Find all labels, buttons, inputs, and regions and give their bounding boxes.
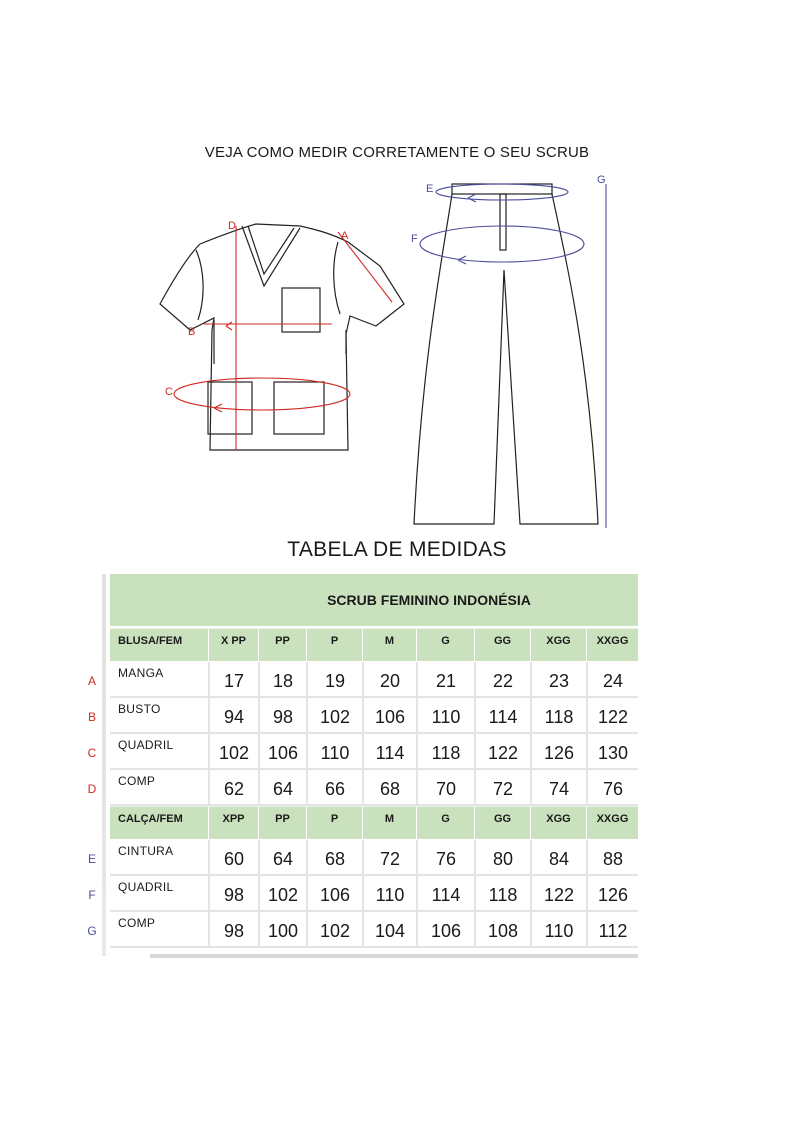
calca-header-row	[110, 806, 638, 839]
table-cell: 70	[416, 770, 474, 804]
table-cell: 74	[530, 770, 586, 804]
table-cell: 106	[362, 698, 416, 732]
table-cell: 62	[208, 770, 258, 804]
blusa-header-row	[110, 628, 638, 661]
table-cell: 112	[586, 912, 638, 946]
table-cell: 72	[474, 770, 530, 804]
table-row	[110, 912, 638, 948]
scrub-pants-illustration	[414, 184, 598, 524]
calca-header-size: GG	[474, 807, 530, 839]
table-cell: 118	[474, 876, 530, 910]
table-cell: 108	[474, 912, 530, 946]
table-row	[110, 698, 638, 734]
row-letter-d: D	[87, 782, 97, 796]
shirt-label-b: B	[188, 326, 196, 338]
table-cell: 130	[586, 734, 638, 768]
pants-label-e: E	[426, 183, 434, 195]
shirt-label-c: C	[165, 386, 173, 398]
table-cell: 22	[474, 662, 530, 696]
table-cell: 98	[208, 876, 258, 910]
table-row	[110, 662, 638, 698]
shirt-label-d: D	[228, 220, 236, 232]
table-cell: 106	[306, 876, 362, 910]
size-table	[102, 574, 640, 958]
table-cell: 80	[474, 840, 530, 874]
table-cell: 60	[208, 840, 258, 874]
pants-label-f: F	[411, 233, 418, 245]
table-row	[110, 770, 638, 806]
table-cell: 19	[306, 662, 362, 696]
blusa-header-size: GG	[474, 629, 530, 661]
row-letter-f: F	[88, 888, 96, 902]
row-label: MANGA	[118, 666, 164, 680]
row-label: QUADRIL	[118, 880, 174, 894]
table-cell: 18	[258, 662, 306, 696]
row-letter-a: A	[87, 674, 96, 688]
table-cell: 102	[306, 698, 362, 732]
table-cell: 88	[586, 840, 638, 874]
row-letter-e: E	[87, 852, 96, 866]
blusa-header-size: G	[416, 629, 474, 661]
row-letter-b: B	[87, 710, 96, 724]
table-left-edge	[102, 574, 106, 956]
measurement-diagram	[0, 0, 794, 540]
table-cell: 110	[306, 734, 362, 768]
table-cell: 21	[416, 662, 474, 696]
table-cell: 122	[586, 698, 638, 732]
table-cell: 68	[306, 840, 362, 874]
table-cell: 114	[362, 734, 416, 768]
table-cell: 114	[416, 876, 474, 910]
table-cell: 24	[586, 662, 638, 696]
calca-header-size: P	[306, 807, 362, 839]
calca-header-label: CALÇA/FEM	[118, 813, 183, 825]
table-cell: 64	[258, 770, 306, 804]
blusa-header-label: BLUSA/FEM	[118, 635, 183, 647]
calca-header-size: XXGG	[586, 807, 638, 839]
table-cell: 66	[306, 770, 362, 804]
table-cell: 68	[362, 770, 416, 804]
table-cell: 100	[258, 912, 306, 946]
table-cell: 106	[416, 912, 474, 946]
calca-header-size: G	[416, 807, 474, 839]
pants-label-g: G	[597, 174, 606, 186]
table-cell: 106	[258, 734, 306, 768]
blusa-header-size: XXGG	[586, 629, 638, 661]
table-cell: 110	[362, 876, 416, 910]
table-cell: 102	[208, 734, 258, 768]
table-cell: 122	[474, 734, 530, 768]
shirt-measure-marks	[174, 226, 392, 450]
table-cell: 102	[306, 912, 362, 946]
row-letter-c: C	[87, 746, 97, 760]
table-cell: 98	[258, 698, 306, 732]
banner-text: SCRUB FEMININO INDONÉSIA	[327, 592, 531, 608]
table-cell: 110	[530, 912, 586, 946]
table-cell: 94	[208, 698, 258, 732]
table-cell: 23	[530, 662, 586, 696]
blusa-header-size: XGG	[530, 629, 586, 661]
table-banner	[110, 574, 638, 626]
row-label: COMP	[118, 774, 156, 788]
table-cell: 76	[586, 770, 638, 804]
blusa-header-size: PP	[258, 629, 306, 661]
calca-header-size: PP	[258, 807, 306, 839]
row-letter-g: G	[87, 924, 97, 938]
table-cell: 118	[530, 698, 586, 732]
blusa-header-size: M	[362, 629, 416, 661]
table-cell: 98	[208, 912, 258, 946]
row-label: BUSTO	[118, 702, 161, 716]
table-cell: 114	[474, 698, 530, 732]
table-cell: 17	[208, 662, 258, 696]
table-bottom-edge	[150, 954, 638, 958]
table-title: TABELA DE MEDIDAS	[287, 538, 507, 561]
scrub-shirt-illustration	[160, 224, 404, 450]
pants-measure-marks	[420, 184, 606, 528]
table-cell: 118	[416, 734, 474, 768]
table-row	[110, 734, 638, 770]
blusa-header-size: X PP	[208, 629, 258, 661]
table-cell: 110	[416, 698, 474, 732]
table-cell: 126	[530, 734, 586, 768]
table-cell: 72	[362, 840, 416, 874]
table-row	[110, 840, 638, 876]
calca-header-size: XGG	[530, 807, 586, 839]
table-cell: 126	[586, 876, 638, 910]
blusa-header-size: P	[306, 629, 362, 661]
table-cell: 20	[362, 662, 416, 696]
table-cell: 104	[362, 912, 416, 946]
shirt-label-a: A	[341, 230, 349, 242]
table-cell: 84	[530, 840, 586, 874]
table-cell: 122	[530, 876, 586, 910]
page-headline: VEJA COMO MEDIR CORRETAMENTE O SEU SCRUB	[204, 144, 590, 161]
table-cell: 76	[416, 840, 474, 874]
calca-header-size: XPP	[208, 807, 258, 839]
table-cell: 102	[258, 876, 306, 910]
table-cell: 64	[258, 840, 306, 874]
row-label: COMP	[118, 916, 156, 930]
row-label: CINTURA	[118, 844, 174, 858]
table-row	[110, 876, 638, 912]
calca-header-size: M	[362, 807, 416, 839]
row-label: QUADRIL	[118, 738, 174, 752]
